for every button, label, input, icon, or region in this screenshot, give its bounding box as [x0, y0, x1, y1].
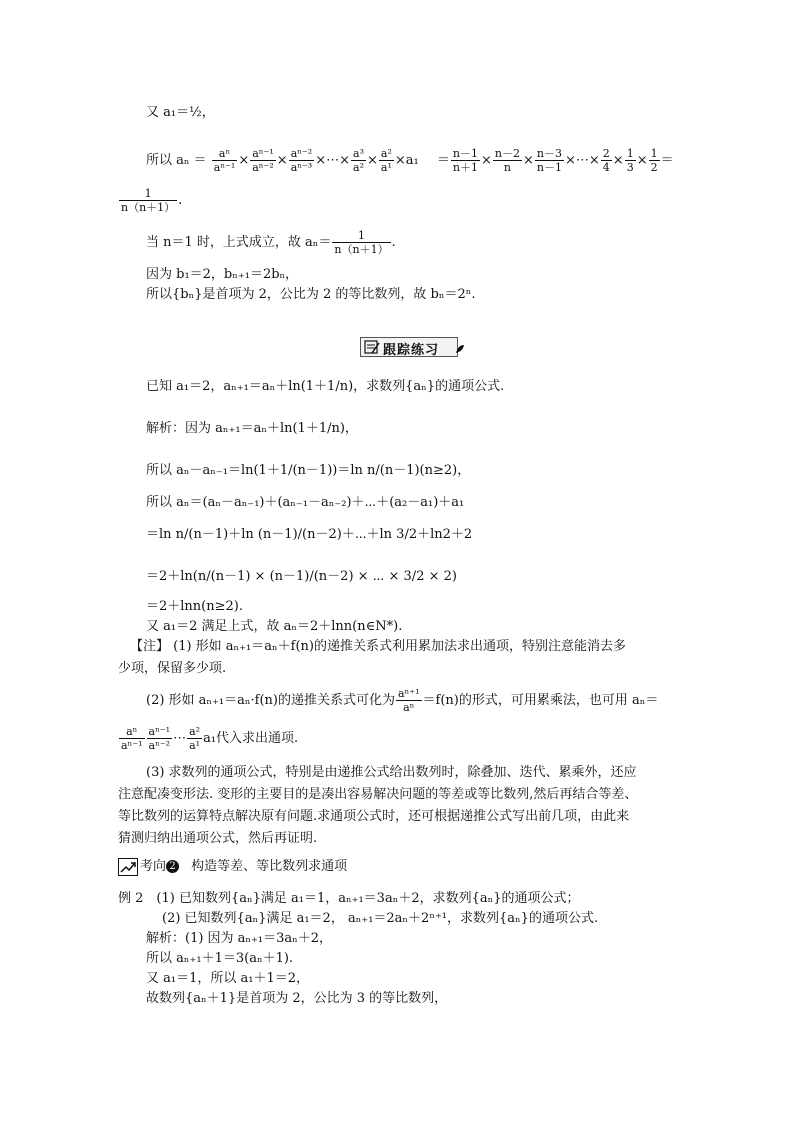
num: n－3 [536, 147, 562, 160]
num: 2 [602, 147, 610, 160]
den: a² [353, 161, 364, 174]
den: n＋1 [452, 161, 478, 174]
num: 1 [119, 187, 177, 201]
note-1a: 【注】 (1) 形如 aₙ₊₁＝aₙ＋f(n)的递推关系式利用累加法求出通项，特别注意能消去多 [130, 639, 626, 654]
den: aⁿ [403, 701, 415, 714]
term: a₁ [405, 153, 419, 168]
fraction [147, 725, 173, 752]
note-3d: 猜测归纳出通项公式，然后再证明. [118, 831, 318, 846]
num: 1 [332, 229, 390, 243]
op: ×⋯× [315, 153, 351, 168]
op: × [523, 153, 534, 168]
num: 1 [626, 147, 634, 160]
fraction [351, 147, 366, 174]
section-number: 2 [166, 860, 179, 873]
note-2b [118, 724, 298, 754]
fraction [493, 147, 522, 174]
fraction [649, 147, 660, 174]
den: n（n＋1） [121, 201, 176, 214]
pencil-note-icon [364, 340, 380, 354]
den: aⁿ⁻² [148, 739, 171, 752]
line-solution-4: ＝ln n/(n－1)＋ln (n－1)/(n－2)＋⋯＋ln 3/2＋ln2＋2 [146, 527, 473, 542]
line-solution-1: 解析：因为 aₙ₊₁＝aₙ＋ln(1＋1/n)， [146, 421, 358, 436]
num: aⁿ⁻² [290, 147, 313, 160]
leaf-icon [454, 343, 466, 355]
fraction [396, 687, 422, 714]
line-solution-5: ＝2＋ln(n/(n－1) × (n－1)/(n－2) × ⋯ × 3/2 × 2) [146, 569, 457, 584]
op: × [367, 153, 378, 168]
fraction [601, 147, 612, 174]
den: a¹ [189, 739, 201, 752]
num: aⁿ⁺¹ [397, 687, 420, 700]
den: n－1 [536, 161, 562, 174]
den: a¹ [380, 161, 392, 174]
fraction [119, 725, 145, 752]
line-bn-conclusion: 所以{bₙ}是首项为 2，公比为 2 的等比数列，故 bₙ＝2ⁿ. [146, 287, 476, 302]
section-title: 构造等差、等比数列求通项 [191, 859, 348, 874]
num: a³ [353, 147, 364, 160]
num: aⁿ [212, 147, 238, 161]
op: × [276, 153, 288, 168]
line-product-formula [146, 146, 674, 176]
fraction [119, 187, 177, 214]
note-1b: 少项，保留多少项. [118, 661, 227, 676]
op: × [636, 153, 648, 168]
line-question: 已知 a₁＝2，aₙ₊₁＝aₙ＋ln(1＋1/n)，求数列{aₙ}的通项公式. [146, 379, 505, 394]
fraction [332, 229, 390, 256]
text: 所以 aₙ ＝ [146, 153, 207, 168]
note-3b: 注意配凑变形法. 变形的主要目的是凑出容易解决问题的等差或等比数列,然后再结合等差、 [118, 787, 638, 802]
num: a² [380, 147, 392, 160]
den: n（n＋1） [334, 243, 389, 256]
practice-title: 跟踪练习 [383, 343, 440, 358]
fraction [451, 147, 480, 174]
den: 2 [650, 161, 658, 174]
example-1: 例 2 (1) 已知数列{aₙ}满足 a₁＝1，aₙ₊₁＝3aₙ＋2，求数列{aₙ}的通项公式； [118, 891, 580, 906]
text: ＝ [436, 153, 450, 168]
badge-box [360, 337, 458, 357]
example-sol-4: 故数列{aₙ＋1}是首项为 2，公比为 3 的等比数列， [146, 991, 448, 1006]
op: × [481, 153, 492, 168]
op: × [238, 153, 250, 168]
text: (2) 形如 aₙ₊₁＝aₙ·f(n)的递推关系式可化为 [146, 693, 395, 708]
line-n1-case: 当 n＝1 时，上式成立，故 aₙ＝ $\frac{1}{n(n+1)}$ . [146, 229, 396, 256]
num: aⁿ [119, 725, 145, 739]
note-3c: 等比数列的运算特点解决原有问题.求通项公式时，还可根据递推公式写出前几项，由此来 [118, 809, 630, 824]
den: aⁿ⁻³ [290, 161, 313, 174]
text: 当 n＝1 时，上式成立，故 aₙ＝ [146, 235, 332, 250]
text: a₁代入求出通项. [203, 731, 299, 746]
example-sol-2: 所以 aₙ₊₁＋1＝3(aₙ＋1). [146, 951, 294, 966]
den: aⁿ⁻¹ [121, 739, 143, 752]
fraction [187, 725, 202, 752]
num: n－1 [452, 147, 478, 160]
line-solution-6: ＝2＋lnn(n≥2). [146, 599, 243, 614]
fraction [250, 147, 276, 174]
op: × [612, 153, 624, 168]
den: aⁿ⁻² [252, 161, 274, 174]
note-3a: (3) 求数列的通项公式，特别是由递推公式给出数列时，除叠加、迭代、累乘外，还应 [146, 765, 637, 780]
op: × [394, 153, 406, 168]
num: n－2 [494, 147, 520, 160]
den: 3 [626, 161, 634, 174]
num: aⁿ⁻¹ [148, 725, 171, 738]
op: ×⋯× [565, 153, 600, 168]
fraction [212, 147, 238, 174]
practice-badge [360, 337, 464, 357]
example-sol-1: 解析：(1) 因为 aₙ₊₁＝3aₙ＋2， [146, 931, 333, 946]
den: aⁿ⁻¹ [213, 161, 236, 174]
line-result-fraction: $\frac{1}{n(n+1)}$ . [121, 187, 183, 214]
den: n [503, 161, 511, 174]
line-a1: 又 a₁＝½， [146, 105, 215, 120]
fraction [625, 147, 636, 174]
trend-arrow-icon [118, 858, 138, 876]
text: ＝ [660, 153, 674, 168]
num: a² [189, 725, 201, 738]
line-bn-recurrence: 因为 b₁＝2，bₙ₊₁＝2bₙ， [146, 267, 299, 282]
num: aⁿ⁻¹ [252, 147, 274, 160]
fraction [289, 147, 315, 174]
section-prefix: 考向 [140, 859, 167, 874]
den: 4 [602, 161, 610, 174]
section-heading [140, 858, 347, 876]
example-2: (2) 已知数列{aₙ}满足 a₁＝2， aₙ₊₁＝2aₙ＋2ⁿ⁺¹，求数列{aₙ}的通项公式. [162, 911, 599, 926]
fraction [535, 147, 564, 174]
num: 1 [650, 147, 658, 160]
example-sol-3: 又 a₁＝1，所以 a₁＋1＝2， [146, 971, 310, 986]
line-solution-2: 所以 aₙ－aₙ₋₁＝ln(1＋1/(n－1))＝ln n/(n－1)(n≥2)， [146, 463, 471, 478]
note-2a [146, 686, 658, 716]
line-solution-3: 所以 aₙ＝(aₙ－aₙ₋₁)＋(aₙ₋₁－aₙ₋₂)＋⋯＋(a₂－a₁)＋a₁ [146, 495, 465, 510]
fraction [379, 147, 394, 174]
text: ＝f(n)的形式，可用累乘法，也可用 aₙ＝ [422, 693, 659, 708]
op: ⋯ [173, 731, 187, 746]
line-solution-7: 又 a₁＝2 满足上式，故 aₙ＝2＋lnn(n∈N*). [146, 619, 403, 634]
